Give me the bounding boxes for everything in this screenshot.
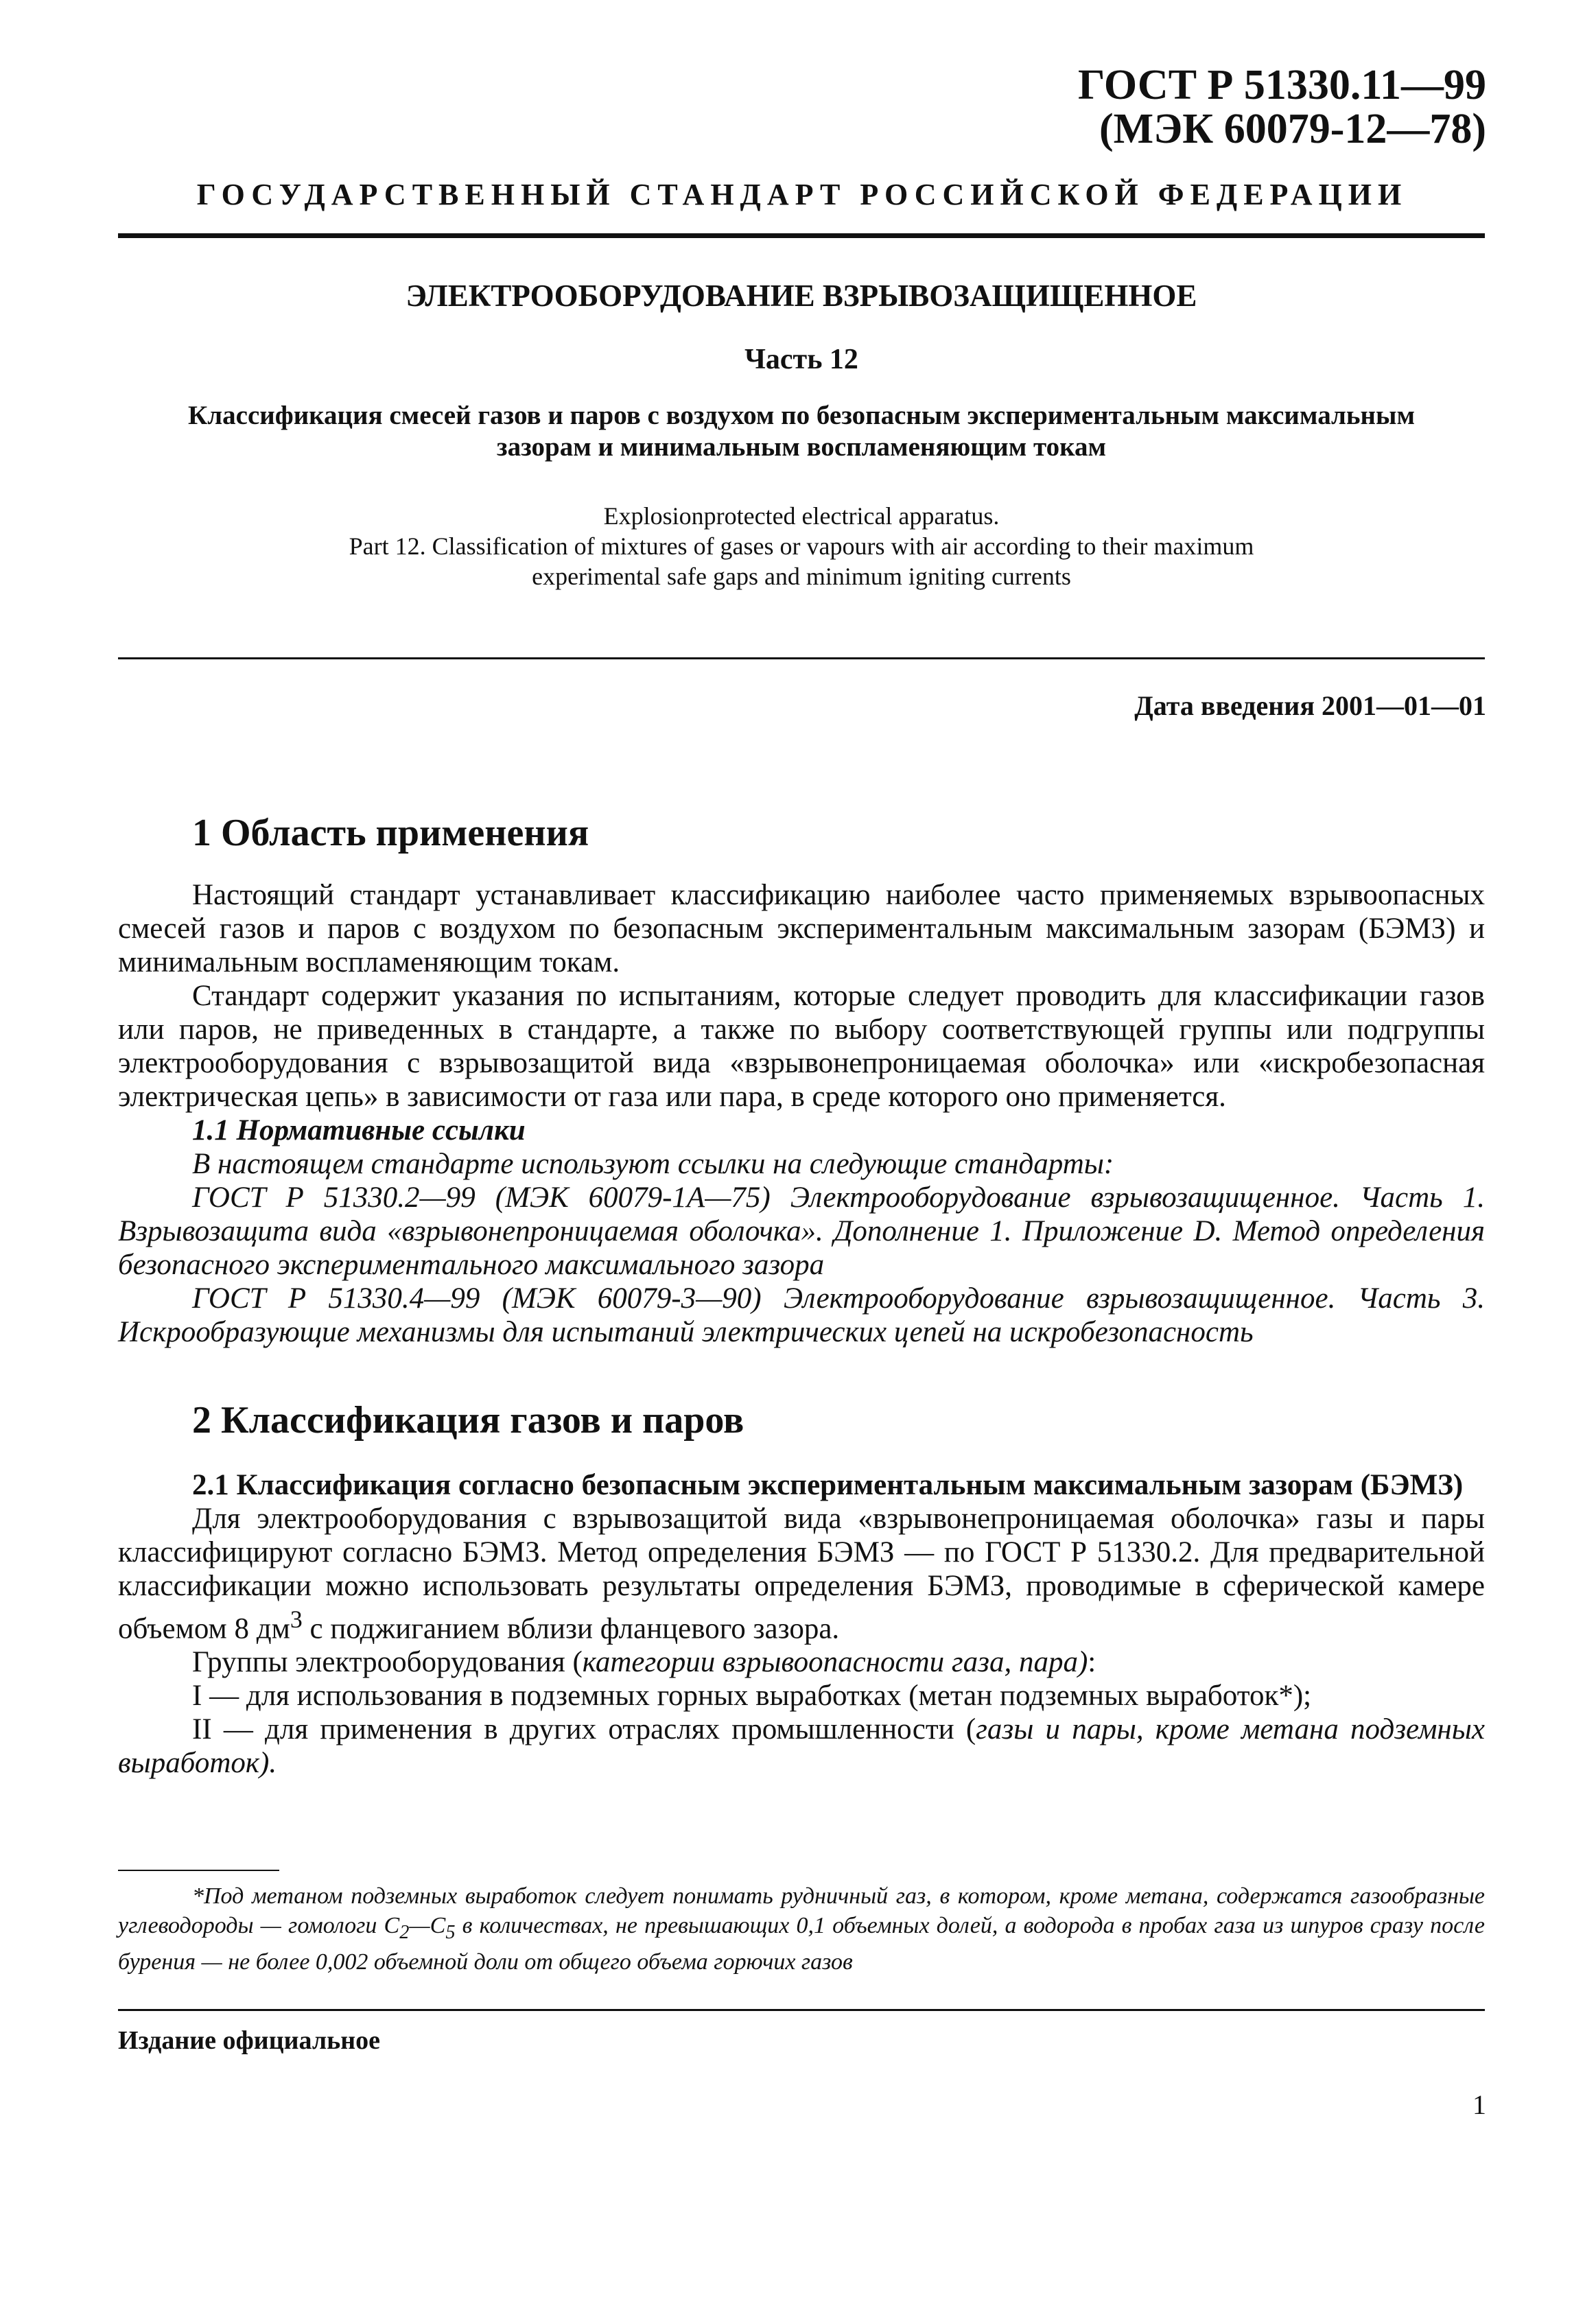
- equipment-groups-intro: Группы электрооборудования (категории взрывоопасности газа, пара):: [192, 1646, 1096, 1679]
- page-number: 1: [1472, 2089, 1486, 2120]
- section-2-1-heading: 2.1 Классификация согласно безопасным экспериментальным максимальным зазорам (БЭМЗ): [192, 1469, 1464, 1501]
- cubic-superscript: 3: [290, 1606, 303, 1633]
- introduction-date: Дата введения 2001—01—01: [1134, 690, 1486, 721]
- reference-1: ГОСТ Р 51330.2—99 (МЭК 60079-1А—75) Электрооборудование взрывозащищенное. Часть 1. Взрывозащита вида «взрывонепроницаемая оболочка». Дополнение 1. Приложение D. Метод определения безопасного экспериментального максимального зазора: [118, 1182, 1485, 1281]
- reference-2: ГОСТ Р 51330.4—99 (МЭК 60079-3—90) Электрооборудование взрывозащищенное. Часть 3. Искрообразующие механизмы для испытаний электрических цепей на искробезопасность: [118, 1282, 1485, 1348]
- title-rule: [118, 657, 1485, 659]
- section-1-body: [118, 878, 1485, 1349]
- section-2-paragraph-1: Для электрооборудования с взрывозащитой вида «взрывонепроницаемая оболочка» газы и пары классифицируют согласно БЭМЗ. Метод определения БЭМЗ — по ГОСТ Р 51330.2. Для предварительной классификации можно использовать результаты определения БЭМЗ, проводимые в сферической камере объемом 8 $дм^3$ с поджиганием вблизи фланцевого зазора.: [118, 1503, 1485, 1645]
- section-1-paragraph-1: Настоящий стандарт устанавливает классификацию наиболее часто применяемых взрывоопасных смесей газов и паров с воздухом по безопасным экспериментальным максимальным зазорам (БЭМЗ) и минимальным воспламеняющим токам.: [118, 879, 1485, 978]
- section-2-body: [118, 1468, 1485, 1780]
- part-label: Часть 12: [744, 344, 858, 375]
- document-subtitle: [118, 400, 1485, 463]
- header-rule: [118, 233, 1485, 238]
- subtitle-line-1: Классификация смесей газов и паров с воздухом по безопасным экспериментальным максимальным: [187, 401, 1416, 430]
- gost-number: ГОСТ Р 51330.11—99: [1078, 62, 1486, 108]
- normative-references-heading: 1.1 Нормативные ссылки: [192, 1114, 526, 1147]
- english-title: [118, 501, 1485, 591]
- official-edition-label: Издание официальное: [118, 2026, 381, 2055]
- footnote-text: *Под метаном подземных выработок следует понимать рудничный газ, в котором, кроме метана, содержатся газообразные углеводороды — гомологи $C_2—C_5$ в количествах, не превышающих 0,1 объемных долей, а водорода в пробах газа из шпуров сразу после бурения — не более 0,002 объемной доли от общего объема горючих газов: [118, 1883, 1486, 1975]
- state-standard-heading: ГОСУДАРСТВЕННЫЙ СТАНДАРТ РОССИЙСКОЙ ФЕДЕРАЦИИ: [196, 178, 1408, 211]
- footnote: [118, 1881, 1485, 1977]
- document-title: ЭЛЕКТРООБОРУДОВАНИЕ ВЗРЫВОЗАЩИЩЕННОЕ: [406, 279, 1197, 313]
- section-2-heading: 2 Классификация газов и паров: [192, 1399, 744, 1442]
- references-intro: В настоящем стандарте используют ссылки на следующие стандарты:: [192, 1148, 1114, 1180]
- footer-rule: [118, 2009, 1485, 2011]
- english-title-line-3: experimental safe gaps and minimum igniting currents: [532, 563, 1071, 590]
- subtitle-line-2: зазорам и минимальным воспламеняющим токам: [496, 432, 1107, 462]
- footnote-separator: [118, 1870, 279, 1871]
- group-2: II — для применения в других отраслях промышленности (газы и пары, кроме метана подземных выработок).: [118, 1713, 1485, 1780]
- section-1-heading: 1 Область применения: [192, 812, 589, 854]
- section-1-paragraph-2: Стандарт содержит указания по испытаниям, которые следует проводить для классификации газов или паров, не приведенных в стандарте, а также по выбору соответствующей группы или подгруппы электрооборудования с взрывозащитой вида «взрывонепроницаемая оболочка» или «искробезопасная электрическая цепь» в зависимости от газа или пара, в среде которого оно применяется.: [118, 980, 1485, 1113]
- group-1: I — для использования в подземных горных выработках (метан подземных выработок*);: [192, 1680, 1312, 1713]
- document-number-block: [1078, 63, 1486, 151]
- english-title-line-1: Explosionprotected electrical apparatus.: [603, 502, 1000, 530]
- english-title-line-2: Part 12. Classification of mixtures of gases or vapours with air according to their maximum: [349, 532, 1254, 560]
- iec-number: (МЭК 60079-12—78): [1099, 106, 1486, 152]
